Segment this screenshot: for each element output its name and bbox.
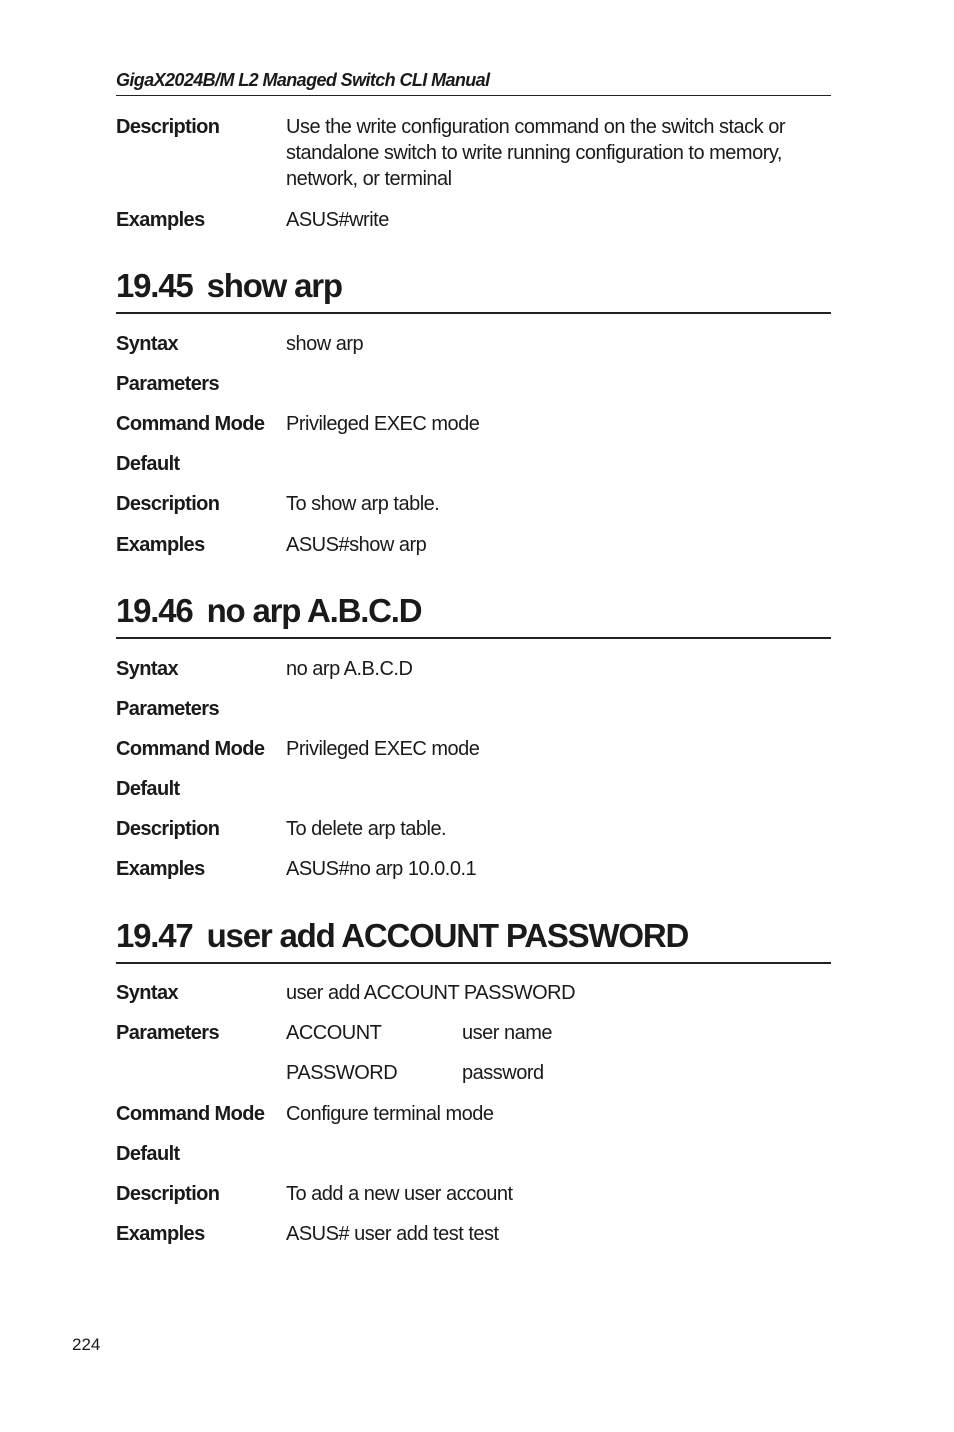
field-value: show arp: [286, 333, 364, 355]
field-label: Description: [116, 818, 220, 840]
section-title: [116, 593, 831, 639]
field-label: Examples: [116, 858, 205, 880]
field-value: Privileged EXEC mode: [286, 413, 480, 435]
field-value: user add ACCOUNT PASSWORD: [286, 982, 576, 1004]
section-title: [116, 268, 831, 314]
field-label: Syntax: [116, 333, 178, 355]
running-header: GigaX2024B/M L2 Managed Switch CLI Manual: [116, 70, 831, 96]
field-label: Default: [116, 453, 180, 475]
parameter-name: ACCOUNT: [286, 1022, 382, 1044]
field-value: ASUS# user add test test: [286, 1223, 499, 1245]
field-value: Privileged EXEC mode: [286, 738, 480, 760]
parameter-description: user name: [462, 1022, 552, 1044]
parameter-description: password: [462, 1062, 544, 1084]
field-label: Examples: [116, 1223, 205, 1245]
field-label: Description: [116, 1183, 220, 1205]
field-label: Syntax: [116, 982, 178, 1004]
page-number: 224: [72, 1335, 101, 1354]
field-label: Parameters: [116, 698, 219, 720]
section-name: no arp A.B.C.D: [206, 592, 422, 629]
field-value: Configure terminal mode: [286, 1103, 494, 1125]
field-label: Default: [116, 1143, 180, 1165]
parameter-name: PASSWORD: [286, 1062, 398, 1084]
field-label: Description: [116, 493, 220, 515]
field-label: Parameters: [116, 373, 219, 395]
section-title: [116, 918, 831, 964]
section-name: show arp: [206, 267, 342, 304]
field-label: Parameters: [116, 1022, 219, 1044]
field-label: Default: [116, 778, 180, 800]
field-label: Command Mode: [116, 1103, 265, 1125]
field-value: To delete arp table.: [286, 818, 447, 840]
field-label: Examples: [116, 209, 205, 231]
field-value: no arp A.B.C.D: [286, 658, 413, 680]
field-label: Description: [116, 116, 220, 138]
section-number: 19.45: [116, 267, 193, 304]
section-name: user add ACCOUNT PASSWORD: [206, 917, 689, 954]
section-number: 19.46: [116, 592, 193, 629]
field-label: Syntax: [116, 658, 178, 680]
field-value: ASUS#show arp: [286, 534, 427, 556]
field-value: To add a new user account: [286, 1183, 513, 1205]
field-value: Use the write configuration command on the switch stack or standalone switch to write running configuration to memory, network, or terminal: [286, 116, 786, 190]
field-label: Command Mode: [116, 413, 265, 435]
field-value: ASUS#no arp 10.0.0.1: [286, 858, 477, 880]
field-label: Examples: [116, 534, 205, 556]
field-value: To show arp table.: [286, 493, 440, 515]
section-number: 19.47: [116, 917, 193, 954]
field-label: Command Mode: [116, 738, 265, 760]
field-value: ASUS#write: [286, 209, 389, 231]
